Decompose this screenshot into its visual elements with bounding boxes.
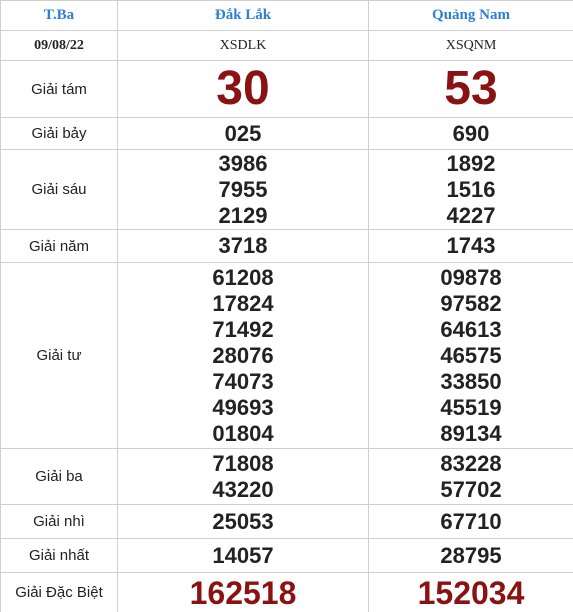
prize-row-fifth (1, 230, 573, 263)
prize-numbers-daklak (118, 61, 369, 118)
prize-label: Giải nhất (1, 539, 118, 573)
prize-numbers-quangnam (369, 573, 573, 612)
special-prize-number: 162518 (189, 574, 297, 611)
province-name-daklak[interactable]: Đắk Lắk (118, 1, 369, 31)
prize-numbers-quangnam (369, 61, 573, 118)
prize-number: 28076 (212, 342, 274, 368)
prize-number: 28795 (440, 542, 502, 568)
header-row (1, 1, 573, 31)
prize-numbers-daklak (118, 539, 369, 573)
prize-row-sixth (1, 150, 573, 230)
prize-number: 7955 (218, 176, 268, 202)
prize-row-seventh (1, 118, 573, 150)
prize-number: 1516 (446, 176, 496, 202)
prize-label: Giải Đặc Biệt (1, 573, 118, 612)
prize-number: 83228 (440, 450, 502, 476)
prize-number: 09878 (440, 264, 502, 290)
prize-numbers-quangnam (369, 150, 573, 230)
prize-numbers-daklak (118, 263, 369, 449)
prize-numbers-quangnam (369, 230, 573, 263)
prize-numbers-quangnam (369, 449, 573, 505)
date-row (1, 31, 573, 61)
prize-label: Giải bảy (1, 118, 118, 150)
prize-number: 17824 (212, 290, 274, 316)
prize-number: 690 (452, 120, 490, 146)
prize-label: Giải nhì (1, 505, 118, 539)
draw-date: 09/08/22 (1, 31, 118, 61)
prize-number: 1892 (446, 150, 496, 176)
prize-label: Giải năm (1, 230, 118, 263)
prize-number: 33850 (440, 368, 502, 394)
prize-numbers-quangnam (369, 263, 573, 449)
prize-label: Giải sáu (1, 150, 118, 230)
prize-number: 30 (216, 62, 270, 115)
prize-row-eighth (1, 61, 573, 118)
prize-number: 1743 (446, 233, 496, 258)
prize-number: 25053 (212, 508, 274, 534)
prize-number: 3718 (218, 233, 268, 258)
province-name-quangnam[interactable]: Quảng Nam (369, 1, 573, 31)
province-code-daklak: XSDLK (118, 31, 369, 61)
prize-number: 3986 (218, 150, 268, 176)
prize-number: 49693 (212, 394, 274, 420)
prize-label: Giải tư (1, 263, 118, 449)
prize-number: 46575 (440, 342, 502, 368)
prize-number: 53 (444, 62, 498, 115)
prize-number: 43220 (212, 476, 274, 502)
prize-number: 61208 (212, 264, 274, 290)
weekday-label: T.Ba (1, 1, 118, 31)
prize-row-special (1, 573, 573, 612)
prize-number: 71808 (212, 450, 274, 476)
prize-numbers-daklak (118, 118, 369, 150)
prize-numbers-daklak (118, 573, 369, 612)
prize-numbers-daklak (118, 505, 369, 539)
prize-row-fourth (1, 263, 573, 449)
prize-numbers-quangnam (369, 505, 573, 539)
prize-number: 4227 (446, 202, 496, 228)
prize-row-first (1, 539, 573, 573)
prize-numbers-quangnam (369, 539, 573, 573)
prize-numbers-daklak (118, 150, 369, 230)
special-prize-number: 152034 (417, 574, 525, 611)
prize-number: 025 (224, 120, 262, 146)
prize-number: 89134 (440, 420, 502, 446)
prize-row-third (1, 449, 573, 505)
prize-label: Giải ba (1, 449, 118, 505)
prize-number: 14057 (212, 542, 274, 568)
prize-number: 45519 (440, 394, 502, 420)
prize-numbers-quangnam (369, 118, 573, 150)
prize-number: 74073 (212, 368, 274, 394)
prize-number: 67710 (440, 508, 502, 534)
prize-numbers-daklak (118, 449, 369, 505)
prize-number: 57702 (440, 476, 502, 502)
prize-number: 71492 (212, 316, 274, 342)
prize-label: Giải tám (1, 61, 118, 118)
prize-number: 64613 (440, 316, 502, 342)
prize-number: 97582 (440, 290, 502, 316)
prize-number: 2129 (218, 202, 268, 228)
prize-row-second (1, 505, 573, 539)
province-code-quangnam: XSQNM (369, 31, 573, 61)
prize-number: 01804 (212, 420, 274, 446)
prize-numbers-daklak (118, 230, 369, 263)
